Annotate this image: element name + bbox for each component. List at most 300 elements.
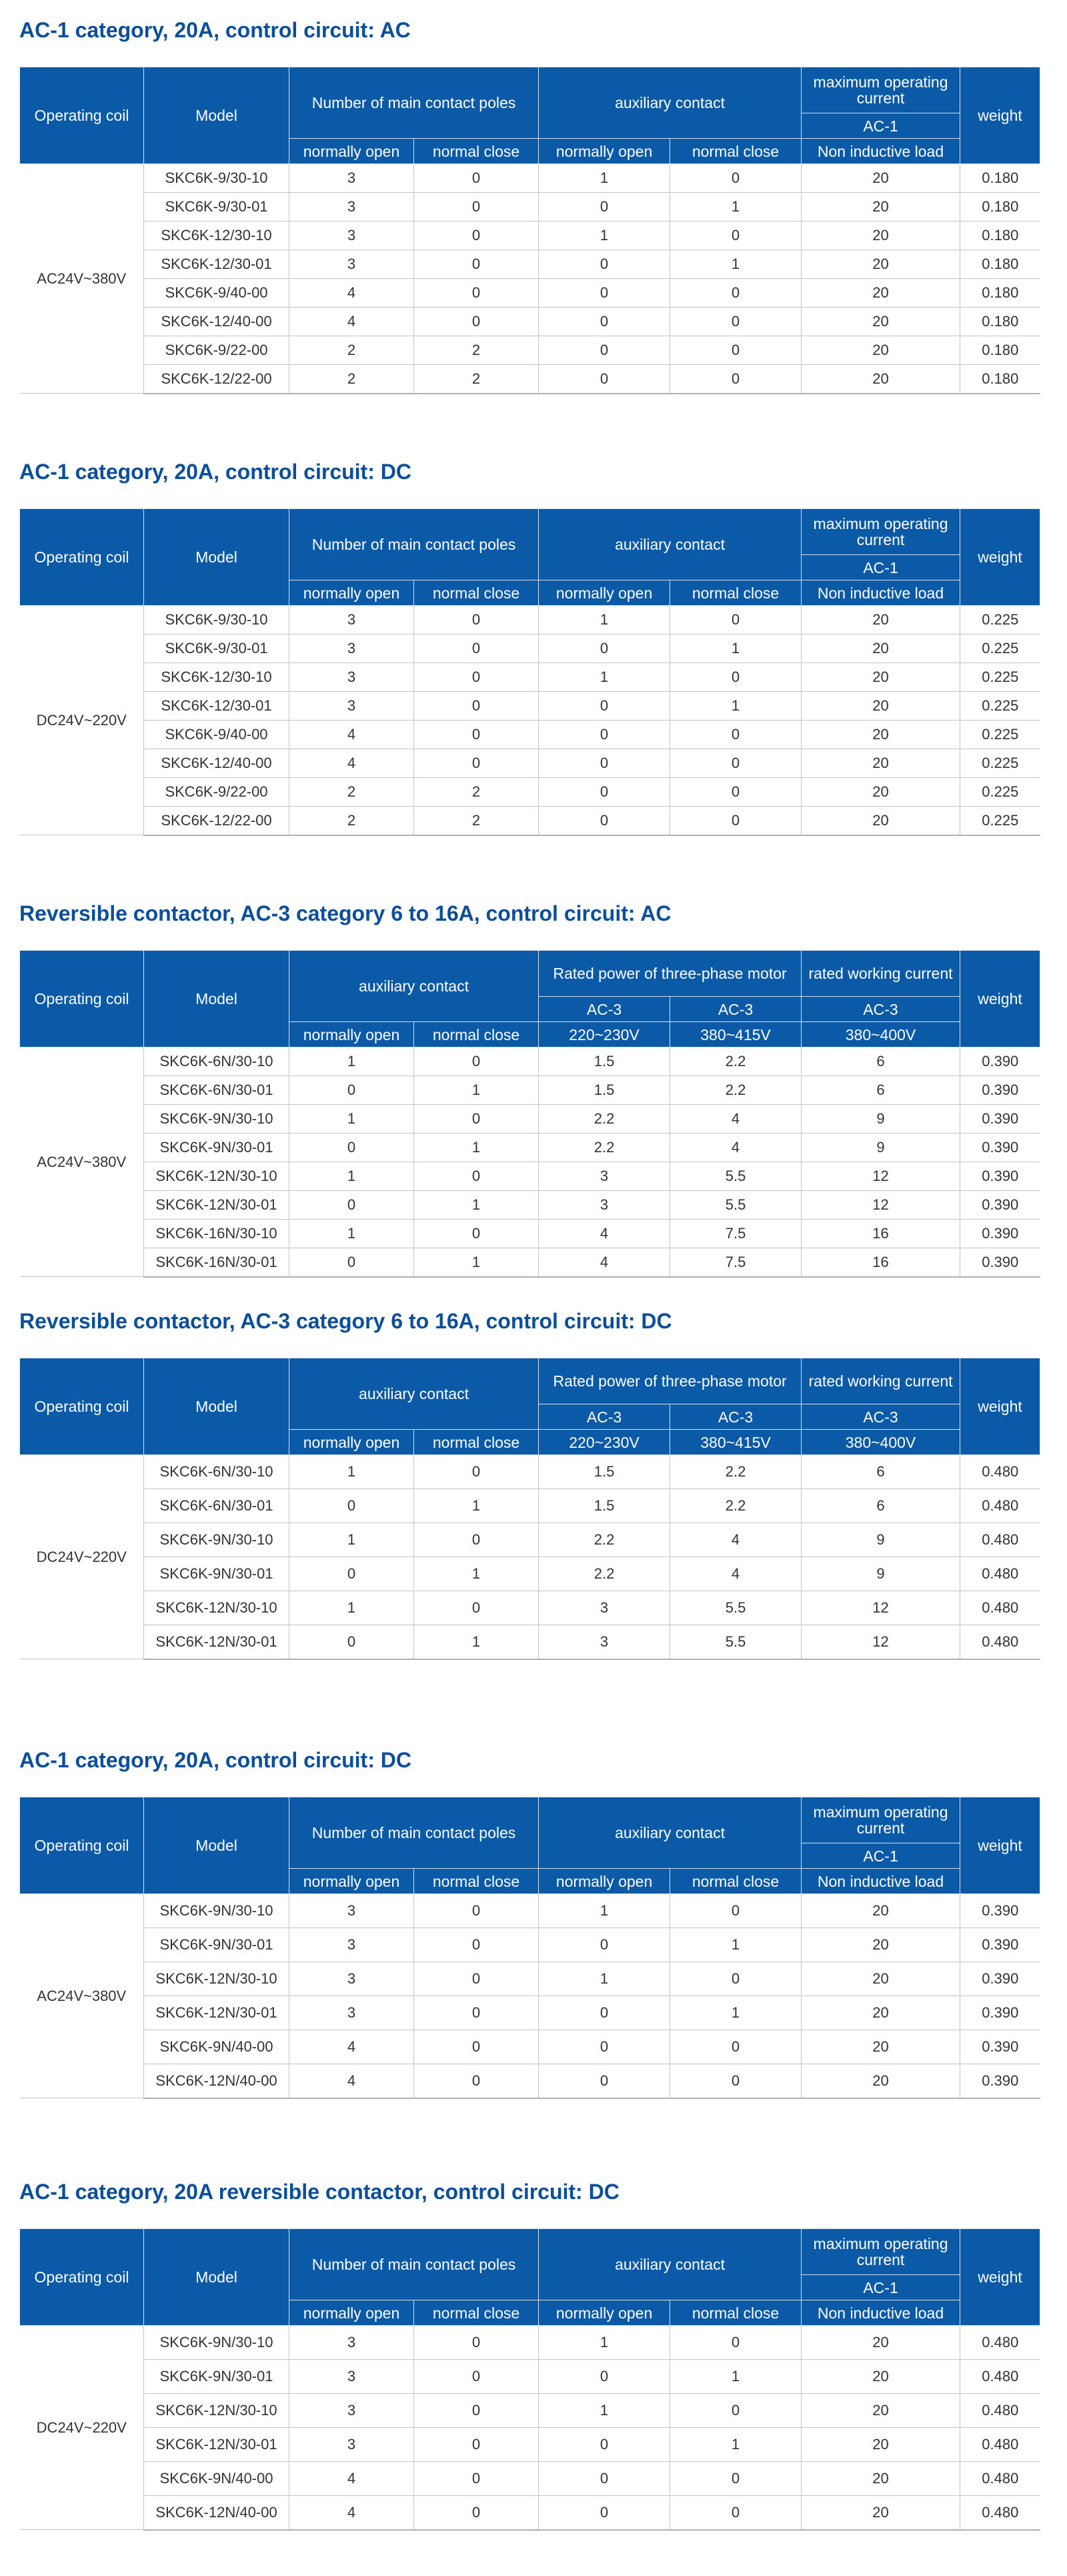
coil-voltage: AC24V~380V xyxy=(20,1047,144,1277)
cell-value: 3 xyxy=(539,1162,670,1191)
cell-value: 9 xyxy=(802,1134,960,1162)
cell-value: 20 xyxy=(802,193,960,222)
table-row xyxy=(20,1248,1040,1277)
cell-weight: 0.480 xyxy=(960,2394,1040,2428)
cell-value: 0 xyxy=(414,1962,539,1996)
cell-value: 0 xyxy=(670,663,802,692)
cell-model: SKC6K-9N/30-01 xyxy=(144,1928,289,1962)
coil-voltage: AC24V~380V xyxy=(20,164,144,394)
cell-model: SKC6K-6N/30-01 xyxy=(144,1489,289,1523)
cell-value: 0 xyxy=(414,2360,539,2394)
header-operating-coil: Operating coil xyxy=(20,509,144,606)
cell-model: SKC6K-9N/30-10 xyxy=(144,1105,289,1134)
table-row xyxy=(20,1962,1040,1996)
cell-value: 1 xyxy=(670,193,802,222)
cell-value: 6 xyxy=(802,1455,960,1489)
header-rated-working-current: rated working current xyxy=(802,1358,960,1404)
cell-value: 4 xyxy=(289,2064,414,2098)
cell-value: 2 xyxy=(414,336,539,365)
cell-value: 0 xyxy=(414,1996,539,2030)
spec-table xyxy=(19,508,1040,836)
header-rated-working-current: rated working current xyxy=(802,951,960,997)
cell-value: 20 xyxy=(802,778,960,807)
cell-value: 0 xyxy=(539,365,670,394)
cell-value: 0 xyxy=(670,1894,802,1928)
cell-model: SKC6K-9/30-10 xyxy=(144,164,289,193)
cell-value: 2 xyxy=(414,807,539,835)
cell-value: 1 xyxy=(414,1191,539,1220)
header-operating-coil: Operating coil xyxy=(20,1358,144,1455)
cell-value: 1 xyxy=(539,606,670,634)
header-ac3: AC-3 xyxy=(802,997,960,1022)
cell-value: 1 xyxy=(414,1557,539,1591)
cell-value: 4 xyxy=(289,2496,414,2530)
cell-value: 0 xyxy=(670,2496,802,2530)
cell-value: 20 xyxy=(802,250,960,279)
header-non-inductive-load: Non inductive load xyxy=(802,1869,960,1894)
cell-value: 0 xyxy=(539,721,670,749)
cell-value: 20 xyxy=(802,279,960,308)
cell-value: 0 xyxy=(670,365,802,394)
cell-value: 4 xyxy=(670,1557,802,1591)
table-row xyxy=(20,2428,1040,2462)
header-ac3: AC-3 xyxy=(539,997,670,1022)
header-auxiliary-contact: auxiliary contact xyxy=(539,509,802,580)
cell-value: 1 xyxy=(414,1076,539,1105)
cell-value: 0 xyxy=(414,164,539,193)
cell-value: 4 xyxy=(670,1134,802,1162)
cell-value: 5.5 xyxy=(670,1591,802,1625)
header-normal-close: normal close xyxy=(414,2300,539,2326)
cell-value: 3 xyxy=(289,634,414,663)
table-row xyxy=(20,2360,1040,2394)
cell-value: 3 xyxy=(289,2394,414,2428)
header-non-inductive-load: Non inductive load xyxy=(802,2300,960,2326)
cell-value: 20 xyxy=(802,749,960,778)
section-title: AC-1 category, 20A, control circuit: DC xyxy=(19,1748,411,1772)
cell-weight: 0.480 xyxy=(960,1489,1040,1523)
cell-value: 3 xyxy=(289,1962,414,1996)
cell-value: 3 xyxy=(539,1591,670,1625)
table-row xyxy=(20,1076,1040,1105)
cell-weight: 0.225 xyxy=(960,749,1040,778)
header-model: Model xyxy=(144,1797,289,1894)
header-weight: weight xyxy=(960,1358,1040,1455)
header-aux-normally-open: normally open xyxy=(539,2300,670,2326)
cell-value: 20 xyxy=(802,1928,960,1962)
table-row xyxy=(20,1220,1040,1248)
cell-value: 1 xyxy=(539,222,670,250)
cell-value: 0 xyxy=(414,1105,539,1134)
cell-value: 1 xyxy=(289,1591,414,1625)
header-weight: weight xyxy=(960,509,1040,606)
cell-weight: 0.180 xyxy=(960,308,1040,336)
header-voltage-380: 380~415V xyxy=(670,1022,802,1047)
cell-value: 1 xyxy=(670,2360,802,2394)
spec-table xyxy=(19,67,1040,394)
cell-value: 2.2 xyxy=(670,1047,802,1076)
cell-weight: 0.225 xyxy=(960,692,1040,721)
cell-value: 1 xyxy=(539,164,670,193)
section-title: AC-1 category, 20A, control circuit: DC xyxy=(19,460,411,484)
cell-value: 16 xyxy=(802,1248,960,1277)
cell-weight: 0.480 xyxy=(960,1557,1040,1591)
cell-value: 0 xyxy=(414,749,539,778)
table-row xyxy=(20,1894,1040,1928)
cell-model: SKC6K-9/40-00 xyxy=(144,279,289,308)
cell-model: SKC6K-12/30-01 xyxy=(144,692,289,721)
cell-value: 0 xyxy=(289,1076,414,1105)
header-max-operating-current: maximum operating current xyxy=(802,509,960,555)
header-non-inductive-load: Non inductive load xyxy=(802,580,960,606)
cell-value: 1 xyxy=(670,1996,802,2030)
header-ac3: AC-3 xyxy=(670,1404,802,1430)
cell-weight: 0.390 xyxy=(960,1894,1040,1928)
cell-value: 0 xyxy=(414,634,539,663)
header-voltage-220: 220~230V xyxy=(539,1022,670,1047)
cell-weight: 0.390 xyxy=(960,1076,1040,1105)
cell-value: 0 xyxy=(414,1047,539,1076)
cell-model: SKC6K-12N/30-10 xyxy=(144,2394,289,2428)
cell-weight: 0.390 xyxy=(960,1996,1040,2030)
table-row xyxy=(20,721,1040,749)
cell-value: 0 xyxy=(670,2462,802,2496)
header-ac1: AC-1 xyxy=(802,113,960,139)
cell-value: 4 xyxy=(289,721,414,749)
cell-value: 1.5 xyxy=(539,1489,670,1523)
cell-value: 0 xyxy=(414,1928,539,1962)
cell-value: 3 xyxy=(289,2360,414,2394)
cell-value: 1.5 xyxy=(539,1076,670,1105)
cell-model: SKC6K-9N/40-00 xyxy=(144,2462,289,2496)
cell-weight: 0.180 xyxy=(960,193,1040,222)
cell-value: 12 xyxy=(802,1162,960,1191)
table-row xyxy=(20,2394,1040,2428)
header-model: Model xyxy=(144,67,289,164)
table-row xyxy=(20,1455,1040,1489)
cell-value: 3 xyxy=(289,222,414,250)
cell-weight: 0.225 xyxy=(960,634,1040,663)
cell-model: SKC6K-12N/30-10 xyxy=(144,1162,289,1191)
header-aux-normal-close: normal close xyxy=(670,580,802,606)
cell-value: 0 xyxy=(414,663,539,692)
cell-weight: 0.480 xyxy=(960,2462,1040,2496)
cell-value: 12 xyxy=(802,1191,960,1220)
cell-value: 0 xyxy=(539,250,670,279)
cell-value: 4 xyxy=(289,2030,414,2064)
header-voltage-380-400: 380~400V xyxy=(802,1022,960,1047)
header-max-operating-current: maximum operating current xyxy=(802,67,960,113)
cell-value: 1.5 xyxy=(539,1047,670,1076)
cell-value: 9 xyxy=(802,1105,960,1134)
cell-weight: 0.225 xyxy=(960,606,1040,634)
header-ac3: AC-3 xyxy=(670,997,802,1022)
table-row xyxy=(20,1557,1040,1591)
cell-value: 0 xyxy=(414,279,539,308)
spec-table xyxy=(19,1358,1040,1660)
cell-value: 1 xyxy=(539,663,670,692)
cell-model: SKC6K-12/40-00 xyxy=(144,749,289,778)
cell-value: 3 xyxy=(289,606,414,634)
cell-value: 0 xyxy=(539,778,670,807)
cell-value: 3 xyxy=(289,1894,414,1928)
section-title: Reversible contactor, AC-3 category 6 to 16A, control circuit: DC xyxy=(19,1309,672,1333)
table-row xyxy=(20,1996,1040,2030)
table-row xyxy=(20,1489,1040,1523)
cell-value: 0 xyxy=(414,721,539,749)
cell-value: 1 xyxy=(414,1625,539,1659)
cell-value: 0 xyxy=(539,807,670,835)
cell-value: 0 xyxy=(289,1248,414,1277)
cell-value: 2.2 xyxy=(539,1557,670,1591)
header-main-contact-poles: Number of main contact poles xyxy=(289,2229,539,2300)
header-aux-normally-open: normally open xyxy=(539,1869,670,1894)
cell-value: 2.2 xyxy=(539,1105,670,1134)
header-normally-open: normally open xyxy=(289,1430,414,1455)
header-model: Model xyxy=(144,2229,289,2326)
table-row xyxy=(20,692,1040,721)
header-aux-normally-open: normally open xyxy=(539,139,670,164)
spec-table xyxy=(19,2228,1040,2531)
cell-model: SKC6K-12/22-00 xyxy=(144,365,289,394)
cell-weight: 0.390 xyxy=(960,1248,1040,1277)
header-normal-close: normal close xyxy=(414,1430,539,1455)
cell-value: 5.5 xyxy=(670,1625,802,1659)
cell-value: 5.5 xyxy=(670,1162,802,1191)
cell-value: 0 xyxy=(670,1962,802,1996)
cell-value: 0 xyxy=(414,2496,539,2530)
cell-value: 3 xyxy=(289,250,414,279)
cell-value: 12 xyxy=(802,1625,960,1659)
cell-value: 1.5 xyxy=(539,1455,670,1489)
cell-value: 0 xyxy=(539,2462,670,2496)
cell-weight: 0.390 xyxy=(960,1191,1040,1220)
header-auxiliary-contact: auxiliary contact xyxy=(289,1358,539,1430)
header-ac3: AC-3 xyxy=(539,1404,670,1430)
cell-value: 0 xyxy=(670,606,802,634)
cell-model: SKC6K-6N/30-01 xyxy=(144,1076,289,1105)
table-row xyxy=(20,1191,1040,1220)
cell-value: 0 xyxy=(539,1996,670,2030)
cell-model: SKC6K-9N/40-00 xyxy=(144,2030,289,2064)
cell-value: 0 xyxy=(670,2030,802,2064)
cell-value: 0 xyxy=(539,2064,670,2098)
cell-value: 4 xyxy=(289,279,414,308)
header-voltage-380-400: 380~400V xyxy=(802,1430,960,1455)
cell-weight: 0.390 xyxy=(960,2064,1040,2098)
cell-value: 20 xyxy=(802,222,960,250)
header-operating-coil: Operating coil xyxy=(20,951,144,1047)
cell-value: 0 xyxy=(539,336,670,365)
cell-value: 20 xyxy=(802,1962,960,1996)
cell-value: 20 xyxy=(802,2326,960,2360)
cell-value: 1 xyxy=(670,634,802,663)
cell-value: 20 xyxy=(802,663,960,692)
spec-table xyxy=(19,1797,1040,2099)
cell-value: 0 xyxy=(414,1591,539,1625)
cell-value: 20 xyxy=(802,1894,960,1928)
cell-value: 1 xyxy=(670,250,802,279)
cell-value: 20 xyxy=(802,2030,960,2064)
cell-weight: 0.225 xyxy=(960,663,1040,692)
table-row xyxy=(20,2326,1040,2360)
cell-value: 0 xyxy=(539,749,670,778)
table-row xyxy=(20,336,1040,365)
section-title: AC-1 category, 20A reversible contactor, control circuit: DC xyxy=(19,2180,620,2204)
cell-value: 0 xyxy=(670,778,802,807)
cell-value: 2 xyxy=(414,365,539,394)
cell-value: 3 xyxy=(289,692,414,721)
cell-value: 20 xyxy=(802,2428,960,2462)
cell-value: 0 xyxy=(670,164,802,193)
cell-value: 3 xyxy=(289,164,414,193)
cell-value: 0 xyxy=(414,692,539,721)
cell-value: 3 xyxy=(289,1996,414,2030)
table-row xyxy=(20,1162,1040,1191)
header-aux-normal-close: normal close xyxy=(670,1869,802,1894)
header-main-contact-poles: Number of main contact poles xyxy=(289,1797,539,1869)
cell-weight: 0.390 xyxy=(960,1134,1040,1162)
cell-value: 1 xyxy=(539,2326,670,2360)
cell-value: 0 xyxy=(289,1134,414,1162)
table-row xyxy=(20,2030,1040,2064)
cell-value: 20 xyxy=(802,692,960,721)
cell-value: 0 xyxy=(670,807,802,835)
table-row xyxy=(20,606,1040,634)
cell-weight: 0.180 xyxy=(960,250,1040,279)
header-auxiliary-contact: auxiliary contact xyxy=(539,2229,802,2300)
cell-value: 20 xyxy=(802,308,960,336)
cell-value: 4 xyxy=(539,1248,670,1277)
header-normally-open: normally open xyxy=(289,1869,414,1894)
cell-value: 3 xyxy=(539,1625,670,1659)
cell-value: 1 xyxy=(289,1105,414,1134)
cell-model: SKC6K-12/30-10 xyxy=(144,663,289,692)
cell-value: 0 xyxy=(539,308,670,336)
table-row xyxy=(20,365,1040,394)
cell-weight: 0.390 xyxy=(960,1105,1040,1134)
header-operating-coil: Operating coil xyxy=(20,2229,144,2326)
cell-weight: 0.390 xyxy=(960,2030,1040,2064)
cell-weight: 0.390 xyxy=(960,1962,1040,1996)
header-rated-power: Rated power of three-phase motor xyxy=(539,951,802,997)
cell-value: 6 xyxy=(802,1047,960,1076)
cell-value: 1 xyxy=(670,2428,802,2462)
cell-value: 20 xyxy=(802,365,960,394)
cell-value: 0 xyxy=(414,308,539,336)
table-row xyxy=(20,778,1040,807)
cell-value: 1 xyxy=(414,1134,539,1162)
cell-value: 6 xyxy=(802,1489,960,1523)
cell-value: 0 xyxy=(539,193,670,222)
cell-model: SKC6K-9N/30-01 xyxy=(144,1134,289,1162)
cell-model: SKC6K-6N/30-10 xyxy=(144,1047,289,1076)
cell-value: 20 xyxy=(802,634,960,663)
cell-weight: 0.225 xyxy=(960,807,1040,835)
cell-value: 0 xyxy=(539,2496,670,2530)
cell-model: SKC6K-9N/30-10 xyxy=(144,1523,289,1557)
header-rated-power: Rated power of three-phase motor xyxy=(539,1358,802,1404)
cell-value: 0 xyxy=(539,2428,670,2462)
cell-value: 2 xyxy=(289,336,414,365)
header-main-contact-poles: Number of main contact poles xyxy=(289,67,539,139)
header-model: Model xyxy=(144,951,289,1047)
cell-value: 0 xyxy=(539,634,670,663)
cell-model: SKC6K-12/30-01 xyxy=(144,250,289,279)
cell-model: SKC6K-12N/30-01 xyxy=(144,2428,289,2462)
cell-value: 2 xyxy=(289,778,414,807)
cell-weight: 0.480 xyxy=(960,2496,1040,2530)
cell-value: 0 xyxy=(670,308,802,336)
cell-value: 4 xyxy=(539,1220,670,1248)
table-row xyxy=(20,2496,1040,2530)
cell-value: 1 xyxy=(289,1220,414,1248)
cell-value: 0 xyxy=(670,749,802,778)
cell-value: 4 xyxy=(289,749,414,778)
cell-value: 0 xyxy=(414,193,539,222)
cell-value: 5.5 xyxy=(670,1191,802,1220)
header-auxiliary-contact: auxiliary contact xyxy=(539,1797,802,1869)
cell-value: 0 xyxy=(539,2360,670,2394)
cell-weight: 0.480 xyxy=(960,2428,1040,2462)
cell-model: SKC6K-9/22-00 xyxy=(144,336,289,365)
cell-weight: 0.225 xyxy=(960,778,1040,807)
cell-value: 0 xyxy=(414,2462,539,2496)
cell-value: 0 xyxy=(414,1220,539,1248)
header-ac3: AC-3 xyxy=(802,1404,960,1430)
cell-value: 0 xyxy=(539,1928,670,1962)
spec-table xyxy=(19,950,1040,1278)
cell-weight: 0.180 xyxy=(960,222,1040,250)
table-row xyxy=(20,193,1040,222)
table-row xyxy=(20,250,1040,279)
cell-value: 20 xyxy=(802,2462,960,2496)
header-normal-close: normal close xyxy=(414,1022,539,1047)
cell-weight: 0.180 xyxy=(960,365,1040,394)
header-non-inductive-load: Non inductive load xyxy=(802,139,960,164)
cell-value: 7.5 xyxy=(670,1220,802,1248)
cell-weight: 0.480 xyxy=(960,1523,1040,1557)
cell-model: SKC6K-12N/30-10 xyxy=(144,1962,289,1996)
header-normal-close: normal close xyxy=(414,139,539,164)
cell-model: SKC6K-16N/30-10 xyxy=(144,1220,289,1248)
header-ac1: AC-1 xyxy=(802,555,960,580)
table-row xyxy=(20,749,1040,778)
cell-model: SKC6K-9/30-01 xyxy=(144,634,289,663)
cell-value: 0 xyxy=(414,1894,539,1928)
cell-value: 0 xyxy=(539,279,670,308)
table-row xyxy=(20,663,1040,692)
cell-value: 2 xyxy=(414,778,539,807)
cell-value: 0 xyxy=(289,1191,414,1220)
cell-value: 9 xyxy=(802,1557,960,1591)
header-max-operating-current: maximum operating current xyxy=(802,1797,960,1843)
cell-model: SKC6K-9N/30-10 xyxy=(144,1894,289,1928)
table-row xyxy=(20,1105,1040,1134)
cell-value: 20 xyxy=(802,2394,960,2428)
header-main-contact-poles: Number of main contact poles xyxy=(289,509,539,580)
cell-value: 3 xyxy=(539,1191,670,1220)
cell-weight: 0.390 xyxy=(960,1162,1040,1191)
cell-value: 0 xyxy=(670,2064,802,2098)
header-model: Model xyxy=(144,1358,289,1455)
cell-value: 2.2 xyxy=(670,1455,802,1489)
cell-value: 0 xyxy=(414,250,539,279)
cell-value: 0 xyxy=(414,2064,539,2098)
cell-value: 0 xyxy=(539,2030,670,2064)
cell-weight: 0.390 xyxy=(960,1220,1040,1248)
table-row xyxy=(20,279,1040,308)
